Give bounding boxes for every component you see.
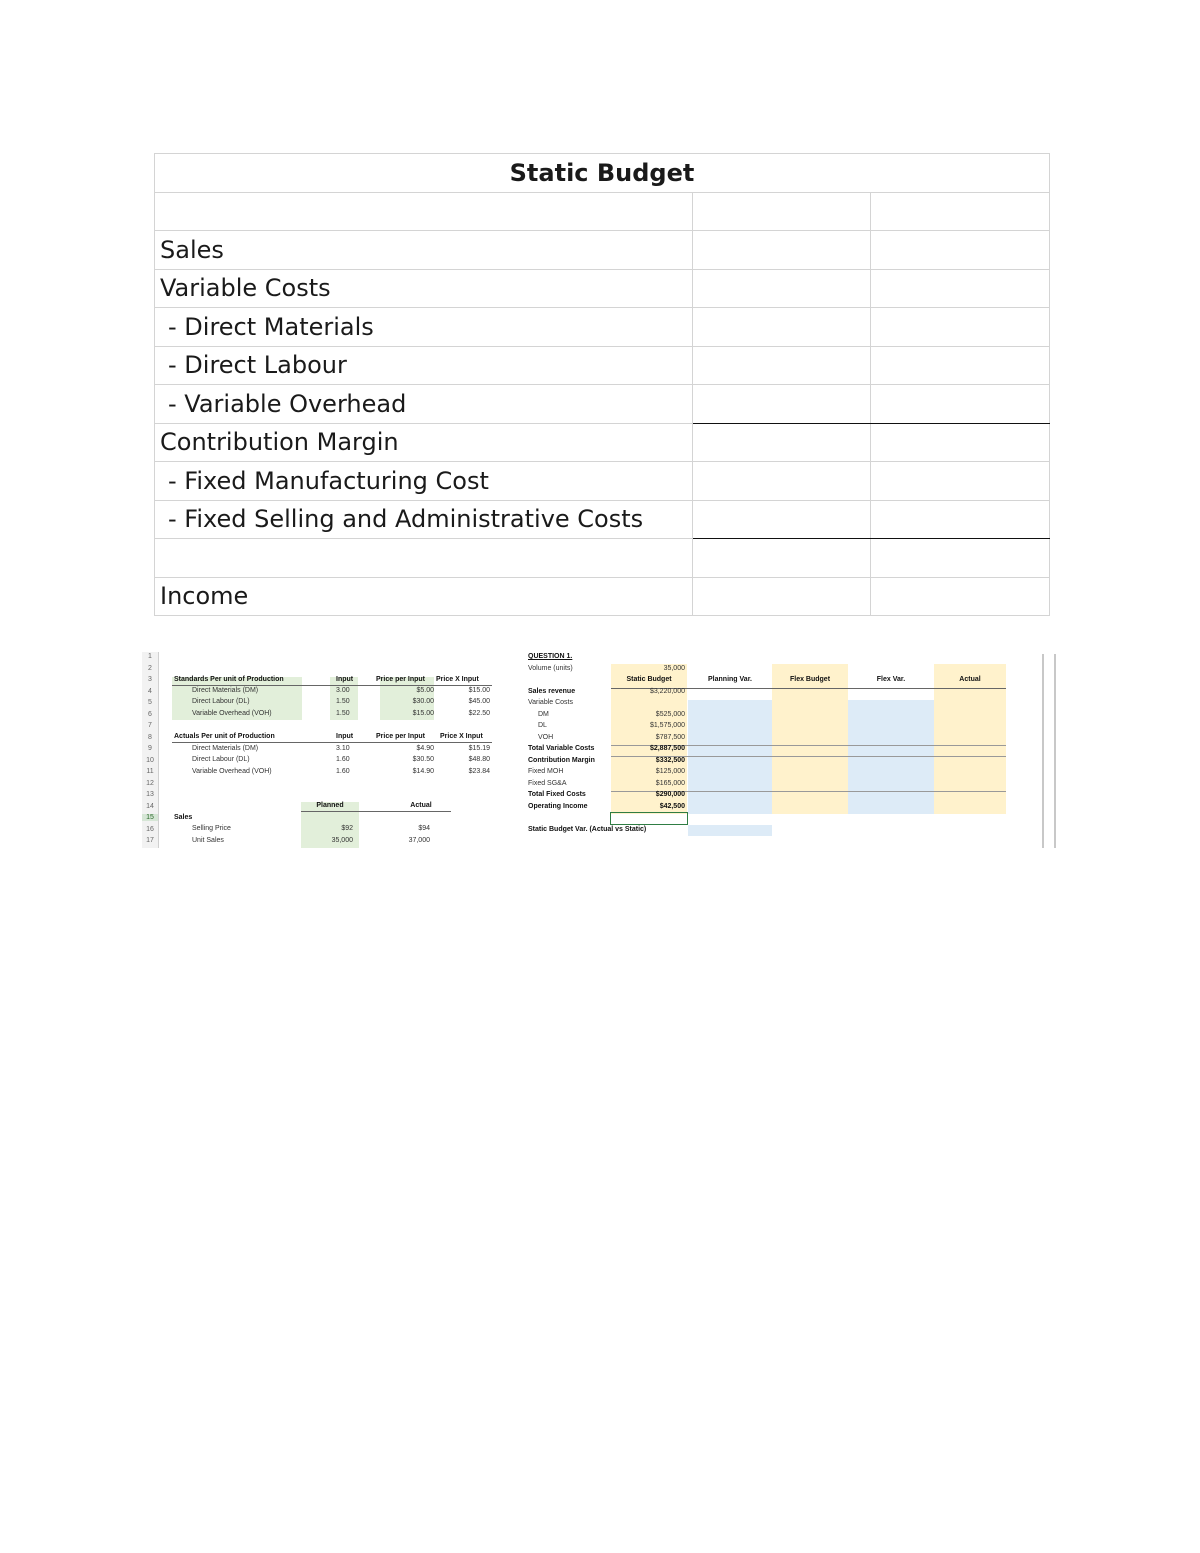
budget-cell [871, 308, 1050, 347]
sales-row-planned: $92 [341, 825, 353, 832]
income-row-label: Fixed MOH [528, 768, 564, 775]
budget-cell [871, 539, 1050, 578]
budget-cell [871, 462, 1050, 501]
actuals-row-price: $30.50 [412, 756, 434, 763]
budget-row [155, 500, 1050, 539]
row-number[interactable]: 13 [146, 791, 154, 798]
row-number[interactable]: 6 [148, 710, 152, 718]
header-actual: Actual [959, 676, 981, 683]
row-number[interactable]: 5 [148, 699, 152, 706]
scrollbar-edge[interactable] [1042, 654, 1044, 848]
budget-cell [871, 577, 1050, 616]
budget-row [155, 192, 1050, 231]
actuals-row-input: 1.60 [336, 768, 350, 775]
income-row-label: Variable Costs [528, 699, 574, 706]
budget-row [155, 308, 1050, 347]
volume-label: Volume (units) [528, 665, 573, 672]
budget-cell [693, 423, 871, 462]
standards-row-label: Direct Materials (DM) [192, 687, 259, 694]
budget-row-label: - Fixed Manufacturing Cost [155, 462, 693, 501]
budget-cell [693, 539, 871, 578]
standards-col-price: Price per Input [376, 676, 426, 683]
budget-title-row [155, 154, 1050, 193]
actuals-row-input: 3.10 [336, 745, 350, 752]
budget-cell [871, 346, 1050, 385]
actuals-row-price: $4.90 [416, 745, 434, 752]
volume-value: 35,000 [663, 665, 685, 672]
header-planning-var: Planning Var. [708, 676, 752, 683]
actuals-row-label: Direct Labour (DL) [192, 756, 250, 763]
budget-cell [693, 462, 871, 501]
row-number[interactable]: 8 [148, 733, 152, 741]
income-row-value: $1,575,000 [649, 722, 685, 729]
standards-row-total: $22.50 [468, 710, 490, 717]
actuals-row-label: Direct Materials (DM) [192, 745, 259, 752]
income-row-value: $42,500 [659, 803, 685, 810]
income-row-label: Contribution Margin [528, 757, 595, 764]
sales-heading: Sales [174, 814, 193, 821]
flex-var-column [848, 700, 934, 814]
income-row-label: Total Variable Costs [528, 745, 595, 752]
budget-row [155, 577, 1050, 616]
budget-cell [693, 500, 871, 539]
budget-row [155, 269, 1050, 308]
budget-title: Static Budget [155, 154, 1050, 193]
standards-row-price: $30.00 [412, 698, 434, 705]
sales-row-label: Unit Sales [192, 837, 224, 844]
standards-row-label: Direct Labour (DL) [192, 698, 250, 705]
standards-col-total: Price X Input [436, 676, 479, 683]
actuals-row-label: Variable Overhead (VOH) [192, 768, 272, 775]
budget-cell [693, 346, 871, 385]
income-row-value: $332,500 [655, 757, 685, 764]
actuals-row-total: $23.84 [468, 768, 490, 775]
row-number[interactable]: 7 [148, 722, 152, 729]
budget-row-label: Sales [155, 231, 693, 270]
income-row-label: Sales revenue [528, 688, 576, 695]
budget-cell [871, 500, 1050, 539]
sales-row-actual: $94 [418, 825, 430, 832]
standards-col-input: Input [336, 676, 354, 683]
row-number[interactable]: 16 [146, 825, 154, 833]
static-var-cell [688, 825, 772, 836]
row-number[interactable]: 14 [146, 802, 154, 810]
row-number[interactable]: 17 [146, 837, 154, 844]
actuals-col-input: Input [336, 733, 354, 740]
budget-row-label: - Fixed Selling and Administrative Costs [155, 500, 693, 539]
actuals-col-total: Price X Input [440, 733, 483, 740]
budget-cell [871, 269, 1050, 308]
income-row-value: $525,000 [655, 711, 685, 718]
standards-row-price: $5.00 [416, 687, 434, 694]
standards-row-input: 1.50 [336, 698, 350, 705]
income-row-value: $787,500 [655, 734, 685, 741]
row-number[interactable]: 2 [148, 664, 152, 672]
static-budget-table [154, 153, 1050, 616]
sales-col-planned: Planned [316, 802, 344, 809]
row-number[interactable]: 12 [146, 779, 154, 787]
header-flex-var: Flex Var. [876, 676, 906, 683]
standards-row-total: $45.00 [468, 698, 490, 705]
budget-row-label: Variable Costs [155, 269, 693, 308]
row-number[interactable]: 3 [148, 676, 152, 683]
budget-cell [693, 231, 871, 270]
header-flex-budget: Flex Budget [789, 676, 831, 683]
income-row-label: DL [538, 722, 547, 729]
budget-cell [693, 385, 871, 424]
standards-row-total: $15.00 [468, 687, 490, 694]
actuals-row-price: $14.90 [412, 768, 434, 775]
standards-spreadsheet [142, 652, 494, 848]
income-row-value: $2,887,500 [649, 745, 685, 752]
budget-row [155, 231, 1050, 270]
income-row-value: $290,000 [655, 791, 685, 798]
actuals-row-total: $15.19 [468, 745, 490, 752]
budget-cell [693, 192, 871, 231]
header-rule [172, 685, 492, 686]
income-row-label: Fixed SG&A [528, 780, 567, 787]
budget-row-label [155, 539, 693, 578]
header-rule [301, 811, 451, 812]
row-number[interactable]: 4 [148, 687, 152, 695]
actuals-col-price: Price per Input [376, 733, 426, 740]
budget-row-label: - Direct Materials [155, 308, 693, 347]
standards-row-price: $15.00 [412, 710, 434, 717]
budget-row-label: Contribution Margin [155, 423, 693, 462]
sales-row-planned: 35,000 [331, 837, 353, 844]
budget-row-label: - Variable Overhead [155, 385, 693, 424]
row-number[interactable]: 9 [148, 745, 152, 752]
standards-row-input: 3.00 [336, 687, 350, 694]
budget-row [155, 385, 1050, 424]
budget-row-label: Income [155, 577, 693, 616]
sales-col-actual: Actual [410, 802, 432, 809]
question-title: QUESTION 1. [528, 653, 573, 660]
scrollbar-edge[interactable] [1054, 654, 1056, 848]
budget-row [155, 423, 1050, 462]
income-row-label: Operating Income [528, 803, 588, 810]
row-number[interactable]: 10 [146, 756, 154, 764]
income-row-value: $3,220,000 [649, 688, 685, 695]
static-var-label: Static Budget Var. (Actual vs Static) [528, 826, 647, 833]
budget-cell [693, 577, 871, 616]
sales-row-actual: 37,000 [408, 837, 430, 844]
budget-cell [871, 192, 1050, 231]
standards-row-input: 1.50 [336, 710, 350, 717]
variance-spreadsheet [524, 652, 1060, 848]
budget-row [155, 539, 1050, 578]
row-number[interactable]: 15 [142, 814, 158, 821]
income-row-label: DM [538, 711, 549, 718]
income-row-label: Total Fixed Costs [528, 791, 586, 798]
row-number[interactable]: 11 [146, 768, 154, 775]
row-number[interactable]: 1 [148, 653, 152, 660]
actuals-heading: Actuals Per unit of Production [174, 733, 275, 740]
budget-row-label: - Direct Labour [155, 346, 693, 385]
header-rule [172, 742, 492, 743]
budget-cell [871, 385, 1050, 424]
budget-cell [871, 231, 1050, 270]
standards-row-label: Variable Overhead (VOH) [192, 710, 272, 717]
budget-row [155, 346, 1050, 385]
budget-cell [871, 423, 1050, 462]
sales-row-label: Selling Price [192, 825, 231, 832]
selected-cell[interactable] [610, 812, 688, 825]
budget-row-label [155, 192, 693, 231]
income-row-value: $125,000 [655, 768, 685, 775]
actuals-row-input: 1.60 [336, 756, 350, 763]
income-row-value: $165,000 [655, 780, 685, 787]
header-static-budget: Static Budget [626, 676, 672, 683]
standards-heading: Standards Per unit of Production [174, 676, 284, 683]
income-row-label: VOH [538, 734, 554, 741]
budget-cell [693, 308, 871, 347]
planning-var-column [688, 700, 772, 814]
budget-row [155, 462, 1050, 501]
actuals-row-total: $48.80 [468, 756, 490, 763]
budget-cell [693, 269, 871, 308]
